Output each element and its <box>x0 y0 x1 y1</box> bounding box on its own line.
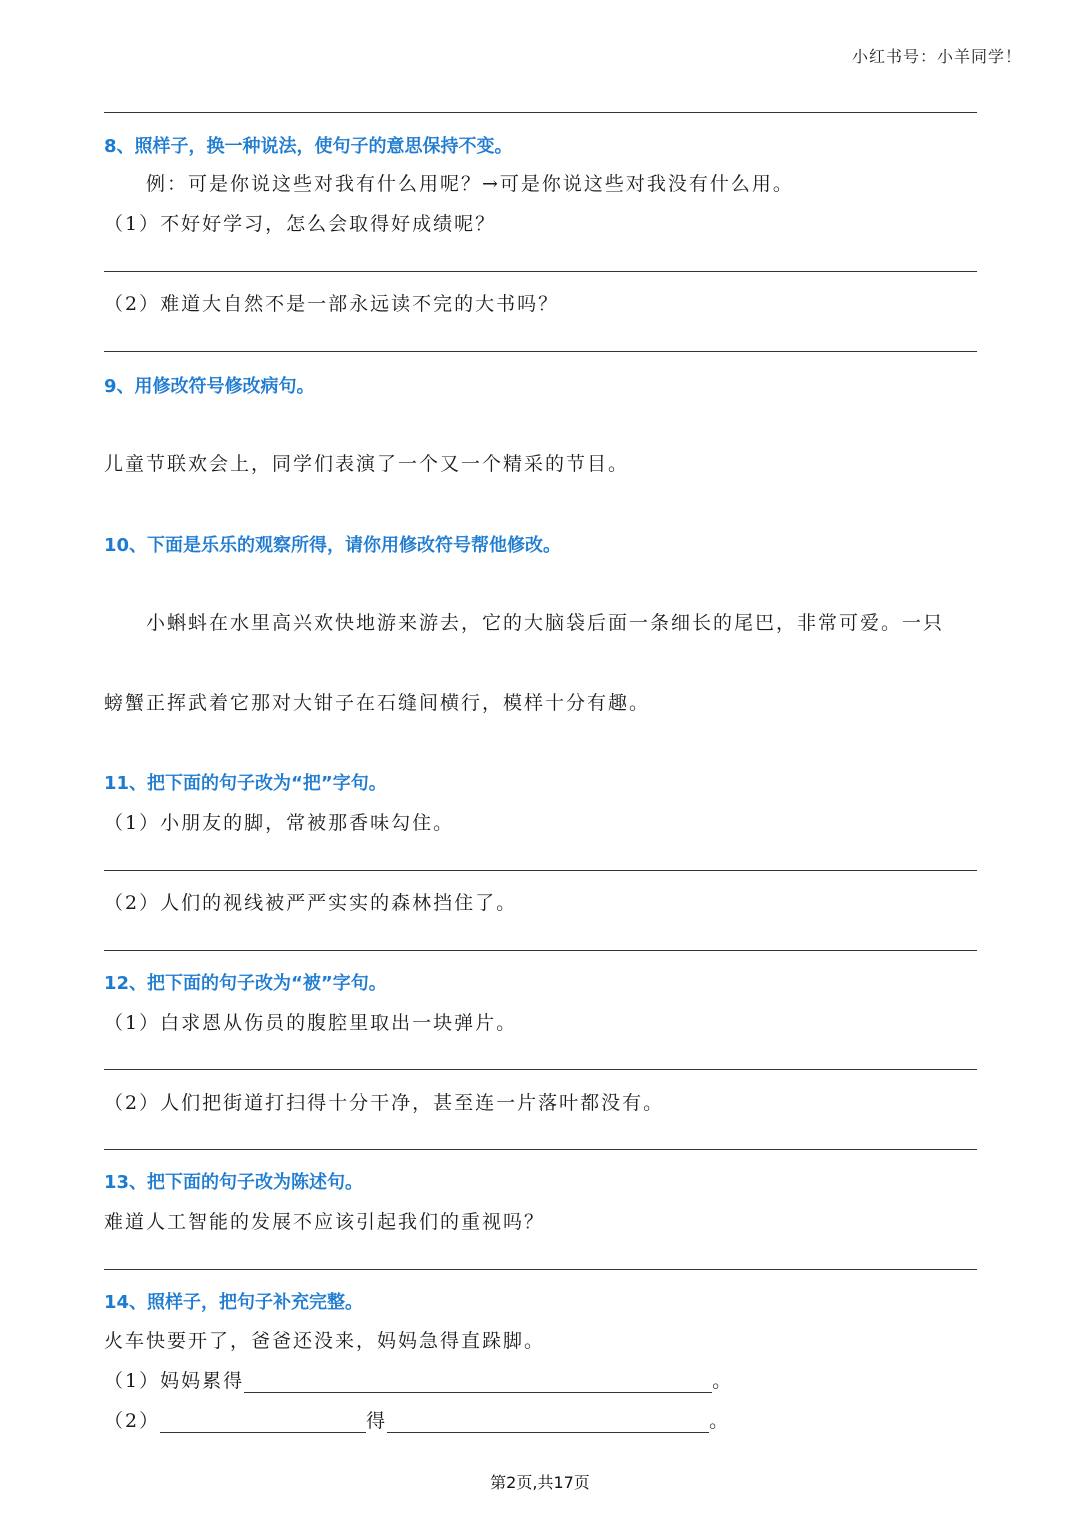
question-9-title: 9、用修改符号修改病句。 <box>104 376 315 397</box>
answer-line[interactable] <box>104 950 977 951</box>
question-8-example: 例：可是你说这些对我有什么用呢？→可是你说这些对我没有什么用。 <box>146 173 794 195</box>
question-8-item-2: （2）难道大自然不是一部永远读不完的大书吗？ <box>104 293 560 315</box>
question-11-item-1: （1）小朋友的脚，常被那香味勾住。 <box>104 812 455 834</box>
top-divider <box>104 112 977 113</box>
answer-line[interactable] <box>104 870 977 871</box>
question-14-item-1 <box>104 1366 733 1393</box>
question-14-item-2-middle: 得 <box>366 1410 388 1432</box>
watermark: 小红书号：小羊同学！ <box>851 47 1022 66</box>
question-14-item-1-prefix: （1）妈妈累得 <box>104 1370 245 1392</box>
question-14-example: 火车快要开了，爸爸还没来，妈妈急得直跺脚。 <box>104 1330 546 1352</box>
question-9-sentence: 儿童节联欢会上，同学们表演了一个又一个精采的节目。 <box>104 453 630 475</box>
question-8-title: 8、照样子，换一种说法，使句子的意思保持不变。 <box>104 136 513 157</box>
page-number: 第2页,共17页 <box>490 1473 590 1492</box>
question-12-item-2: （2）人们把街道打扫得十分干净，甚至连一片落叶都没有。 <box>104 1092 665 1114</box>
question-10-line-1: 小蝌蚪在水里高兴欢快地游来游去，它的大脑袋后面一条细长的尾巴，非常可爱。一只 <box>146 612 945 634</box>
question-12-title: 12、把下面的句子改为“被”字句。 <box>104 973 387 994</box>
answer-line[interactable] <box>104 271 977 272</box>
answer-line[interactable] <box>104 351 977 352</box>
answer-line[interactable] <box>104 1269 977 1270</box>
question-14-item-2-prefix: （2） <box>104 1410 161 1432</box>
question-12-item-1: （1）白求恩从伤员的腹腔里取出一块弹片。 <box>104 1012 518 1034</box>
question-14-title: 14、照样子，把句子补充完整。 <box>104 1292 364 1313</box>
fill-blank[interactable] <box>387 1410 709 1433</box>
question-8-item-1: （1）不好好学习，怎么会取得好成绩呢？ <box>104 213 497 235</box>
question-14-item-2 <box>104 1406 730 1433</box>
fill-blank[interactable] <box>244 1370 712 1393</box>
question-13-sentence: 难道人工智能的发展不应该引起我们的重视吗？ <box>104 1211 546 1233</box>
question-11-item-2: （2）人们的视线被严严实实的森林挡住了。 <box>104 892 518 914</box>
period-mark: 。 <box>709 1410 731 1432</box>
answer-line[interactable] <box>104 1149 977 1150</box>
question-13-title: 13、把下面的句子改为陈述句。 <box>104 1172 364 1193</box>
question-11-title: 11、把下面的句子改为“把”字句。 <box>104 773 387 794</box>
period-mark: 。 <box>712 1370 734 1392</box>
question-10-line-2: 螃蟹正挥武着它那对大钳子在石缝间横行，模样十分有趣。 <box>104 692 651 714</box>
fill-blank[interactable] <box>160 1410 366 1433</box>
answer-line[interactable] <box>104 1069 977 1070</box>
question-10-title: 10、下面是乐乐的观察所得，请你用修改符号帮他修改。 <box>104 535 562 556</box>
